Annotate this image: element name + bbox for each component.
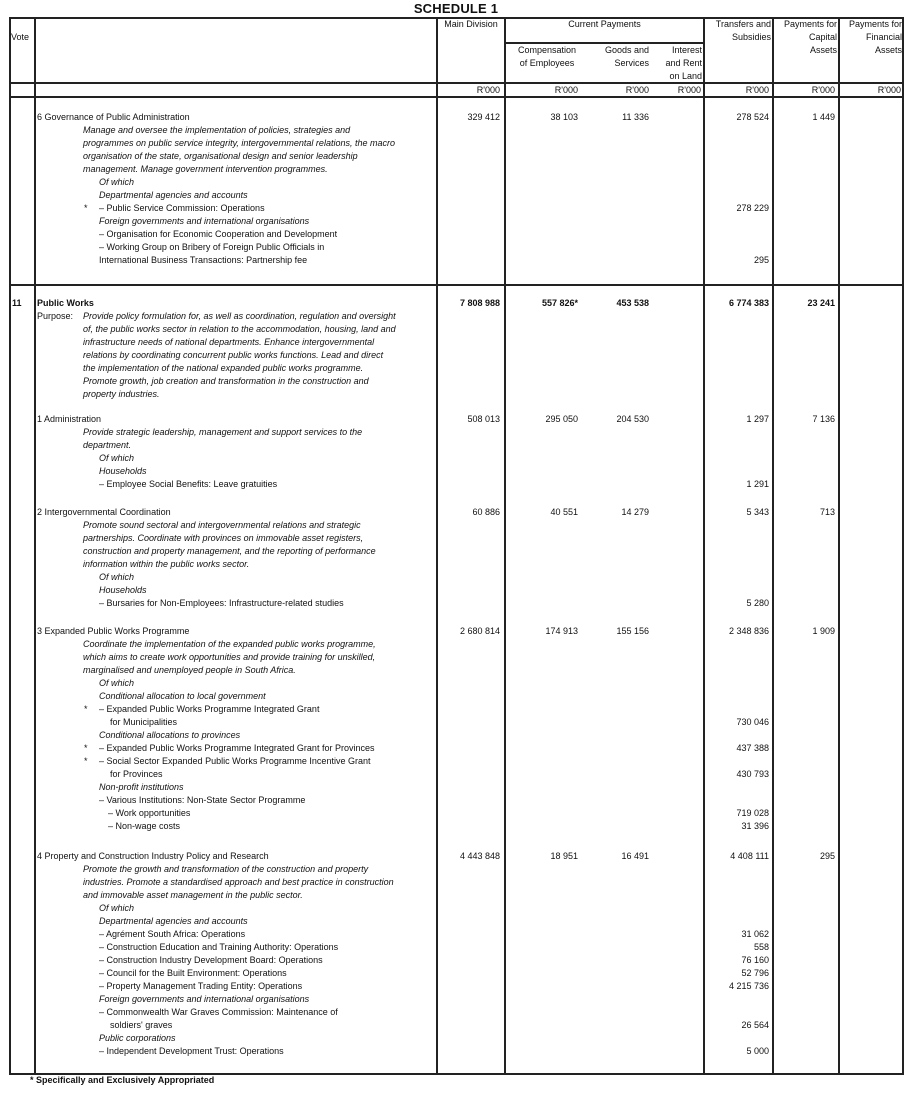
vote-purpose: property industries.: [83, 389, 160, 399]
line-item-value: 295: [753, 255, 769, 265]
line-item: Conditional allocation to local government: [99, 691, 266, 701]
vote-purpose: infrastructure needs of national departments. Enhance intergovernmental: [83, 337, 375, 347]
vote-purpose: the implementation of the national expanded public works programme.: [83, 363, 364, 373]
value-capital: 713: [819, 507, 835, 517]
vote-name: Public Works: [37, 298, 94, 308]
programme-description: management. Manage government intervention programmes.: [83, 164, 328, 174]
line-item-value: 558: [753, 942, 769, 952]
line-item: – Expanded Public Works Programme Integrated Grant for Provinces: [99, 743, 375, 753]
line-item: – Employee Social Benefits: Leave gratuities: [99, 479, 278, 489]
vote-purpose: Provide policy formulation for, as well as coordination, regulation and oversight: [83, 311, 396, 321]
col-border-vote: [34, 17, 36, 1075]
value-main: 2 680 814: [459, 626, 500, 636]
value-main: 4 443 848: [459, 851, 500, 861]
programme-name: 2 Intergovernmental Coordination: [37, 507, 171, 517]
of-which-label: Of which: [99, 903, 135, 913]
unit-main: R'000: [476, 85, 500, 95]
value-goods: 14 279: [621, 507, 649, 517]
value-transfers: 2 348 836: [728, 626, 769, 636]
programme-description: marginalised and unemployed people in South Africa.: [83, 665, 296, 675]
value-comp: 174 913: [545, 626, 578, 636]
header-compensation: Compensation of Employees: [517, 45, 577, 68]
programme-description: industries. Promote a standardised approach and best practice in construction: [83, 877, 394, 887]
line-item: – Expanded Public Works Programme Integrated Grant: [99, 704, 320, 714]
header-interest-rent: Interest and Rent on Land: [665, 45, 702, 81]
value-transfers: 6 774 383: [728, 298, 769, 308]
line-item: Public corporations: [99, 1033, 176, 1043]
line-item-value: 31 396: [741, 821, 769, 831]
line-item: – Various Institutions: Non-State Sector Programme: [99, 795, 306, 805]
line-item: Conditional allocations to provinces: [99, 730, 241, 740]
line-item-value: 430 793: [736, 769, 769, 779]
line-item-value: 5 000: [746, 1046, 769, 1056]
programme-description: information within the public works sector.: [83, 559, 250, 569]
line-item: Households: [99, 585, 147, 595]
header-transfers: Transfers and Subsidies: [715, 19, 771, 42]
line-item: Non-profit institutions: [99, 782, 184, 792]
line-item-value: 1 291: [746, 479, 769, 489]
programme-description: Coordinate the implementation of the expanded public works programme,: [83, 639, 376, 649]
programme-description: Promote sound sectoral and intergovernmental relations and strategic: [83, 520, 361, 530]
line-item: International Business Transactions: Partnership fee: [99, 255, 308, 265]
line-item-value: 730 046: [736, 717, 769, 727]
value-goods: 11 336: [622, 112, 649, 122]
unit-transfers: R'000: [745, 85, 769, 95]
programme-description: Manage and oversee the implementation of policies, strategies and: [83, 125, 351, 135]
programme-description: department.: [83, 440, 132, 450]
programme-name: 4 Property and Construction Industry Policy and Research: [37, 851, 269, 861]
star-marker: *: [84, 756, 88, 766]
star-marker: *: [84, 704, 88, 714]
col-border-transfers: [772, 17, 774, 1075]
col-border-right: [902, 17, 904, 1075]
value-main: 508 013: [467, 414, 500, 424]
programme-description: organisation of the state, organisational design and senior leadership: [83, 151, 358, 161]
programme-name: 1 Administration: [37, 414, 102, 424]
of-which-label: Of which: [99, 572, 135, 582]
col-border-current: [703, 17, 705, 1075]
value-comp: 40 551: [550, 507, 578, 517]
line-item-value: 76 160: [741, 955, 769, 965]
of-which-label: Of which: [99, 453, 135, 463]
value-main: 7 808 988: [459, 298, 500, 308]
line-item: – Bursaries for Non-Employees: Infrastructure-related studies: [99, 598, 344, 608]
programme-description: partnerships. Coordinate with provinces on immovable asset registers,: [83, 533, 364, 543]
schedule-title: SCHEDULE 1: [413, 1, 499, 16]
line-item: Foreign governments and international organisations: [99, 994, 310, 1004]
line-item: Households: [99, 466, 147, 476]
line-item-value: 26 564: [741, 1020, 769, 1030]
unit-financial: R'000: [877, 85, 901, 95]
line-item-value: 5 280: [746, 598, 769, 608]
unit-comp: R'000: [554, 85, 578, 95]
programme-description: programmes on public service integrity, intergovernmental relations, the macro: [83, 138, 395, 148]
value-capital: 1 449: [812, 112, 835, 122]
line-item: – Commonwealth War Graves Commission: Maintenance of: [99, 1007, 338, 1017]
value-main: 60 886: [472, 507, 500, 517]
unit-row-divider: [9, 96, 904, 98]
line-item: – Social Sector Expanded Public Works Programme Incentive Grant: [99, 756, 371, 766]
line-item: soldiers' graves: [110, 1020, 173, 1030]
vote-number: 11: [12, 298, 22, 308]
header-main-division: Main Division: [444, 19, 498, 29]
col-border-left: [9, 17, 11, 1075]
value-capital: 7 136: [812, 414, 835, 424]
line-item: – Non-wage costs: [108, 821, 181, 831]
col-border-desc: [436, 17, 438, 1075]
value-transfers: 278 524: [736, 112, 769, 122]
vote-purpose: relations by coordinating concurrent public works functions. Lead and direct: [83, 350, 384, 360]
value-comp: 38 103: [550, 112, 578, 122]
value-comp: 295 050: [545, 414, 578, 424]
of-which-label: Of which: [99, 177, 135, 187]
line-item: – Independent Development Trust: Operations: [99, 1046, 284, 1056]
header-financial-assets: Payments for Financial Assets: [848, 19, 902, 55]
unit-goods: R'000: [625, 85, 649, 95]
line-item: – Work opportunities: [108, 808, 191, 818]
line-item-value: 278 229: [736, 203, 769, 213]
line-item: – Organisation for Economic Cooperation and Development: [99, 229, 338, 239]
line-item-value: 4 215 736: [728, 981, 769, 991]
line-item: – Working Group on Bribery of Foreign Public Officials in: [99, 242, 325, 252]
header-divider: [9, 82, 904, 84]
footnote: * Specifically and Exclusively Appropriated: [30, 1075, 215, 1085]
vote-purpose: Promote growth, job creation and transformation in the construction and: [83, 376, 369, 386]
value-capital: 1 909: [812, 626, 835, 636]
star-marker: *: [84, 743, 88, 753]
vote-divider: [9, 284, 904, 286]
programme-description: and immovable asset management in the public sector.: [83, 890, 303, 900]
value-transfers: 1 297: [746, 414, 769, 424]
star-marker: *: [84, 203, 88, 213]
value-capital: 295: [819, 851, 835, 861]
value-capital: 23 241: [807, 298, 835, 308]
line-item: Departmental agencies and accounts: [99, 916, 248, 926]
header-vote: Vote: [11, 32, 30, 42]
line-item: – Property Management Trading Entity: Operations: [99, 981, 303, 991]
line-item-value: 437 388: [736, 743, 769, 753]
purpose-label: Purpose:: [37, 311, 74, 321]
programme-description: which aims to create work opportunities and provide training for unskilled,: [83, 652, 376, 662]
programme-description: construction and property management, and the reporting of performance: [83, 546, 376, 556]
col-border-main: [504, 17, 506, 1075]
value-transfers: 4 408 111: [730, 851, 769, 861]
line-item: – Council for the Built Environment: Operations: [99, 968, 287, 978]
line-item: – Public Service Commission: Operations: [99, 203, 265, 213]
line-item-value: 719 028: [736, 808, 769, 818]
unit-capital: R'000: [811, 85, 835, 95]
value-comp: 18 951: [550, 851, 578, 861]
header-goods-services: Goods and Services: [604, 45, 649, 68]
value-main: 329 412: [467, 112, 500, 122]
col-border-capital: [838, 17, 840, 1075]
value-comp: 557 826*: [541, 298, 578, 308]
line-item: Foreign governments and international organisations: [99, 216, 310, 226]
line-item-value: 31 062: [741, 929, 769, 939]
line-item: – Construction Education and Training Authority: Operations: [99, 942, 339, 952]
value-goods: 16 491: [621, 851, 649, 861]
line-item: for Provinces: [110, 769, 163, 779]
value-goods: 155 156: [616, 626, 649, 636]
line-item: for Municipalities: [110, 717, 178, 727]
line-item: – Agrément South Africa: Operations: [99, 929, 246, 939]
line-item: Departmental agencies and accounts: [99, 190, 248, 200]
value-goods: 453 538: [616, 298, 649, 308]
value-goods: 204 530: [616, 414, 649, 424]
header-capital-assets: Payments for Capital Assets: [783, 19, 837, 55]
value-transfers: 5 343: [746, 507, 769, 517]
programme-name: 6 Governance of Public Administration: [37, 112, 190, 122]
header-current-payments: Current Payments: [568, 19, 641, 29]
vote-purpose: of, the public works sector in relation to the accommodation, housing, land and: [83, 324, 396, 334]
unit-interest: R'000: [677, 85, 701, 95]
programme-name: 3 Expanded Public Works Programme: [37, 626, 190, 636]
line-item-value: 52 796: [741, 968, 769, 978]
programme-description: Promote the growth and transformation of the construction and property: [83, 864, 369, 874]
line-item: – Construction Industry Development Board: Operations: [99, 955, 323, 965]
of-which-label: Of which: [99, 678, 135, 688]
programme-description: Provide strategic leadership, management and support services to the: [83, 427, 363, 437]
